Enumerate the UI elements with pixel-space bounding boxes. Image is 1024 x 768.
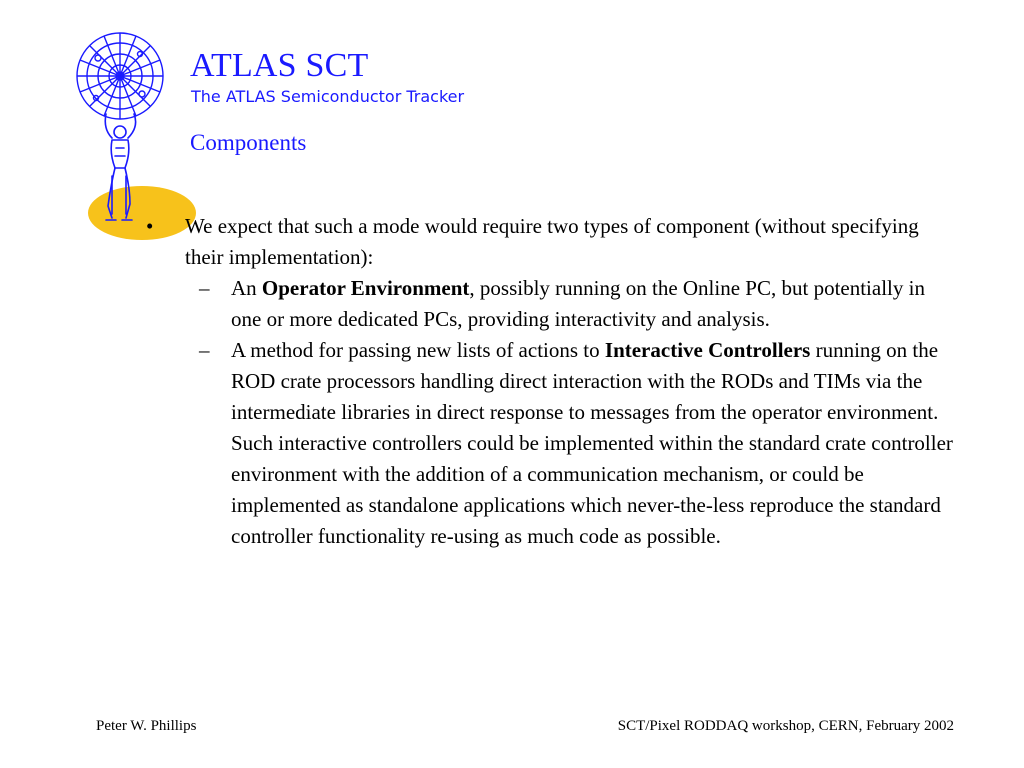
slide-subtitle: The ATLAS Semiconductor Tracker (191, 87, 465, 106)
dash-symbol: – (199, 338, 210, 362)
sub-item-bold-term: Interactive Controllers (604, 338, 811, 362)
bullet-item (140, 211, 960, 273)
footer-event: SCT/Pixel RODDAQ workshop, CERN, February 2002 (617, 718, 954, 734)
sub-item-operator-environment (140, 273, 960, 335)
sub-item-bold-term: Operator Environment (261, 276, 470, 300)
section-title: Components (190, 130, 307, 155)
sub-item-text-after: running on the ROD crate processors handling direct interaction with the RODs and TIMs via the intermediate libraries in direct response to messages from the operator environment. Such interactive controllers could be implemented within the standard crate controller environment with the addition of a communication mechanism, or could be implemented as standalone applications which never-the-less reproduce the standard controller functionality re-using as much code as possible. (231, 338, 953, 548)
sub-item-text-before: An (231, 276, 262, 300)
footer-author: Peter W. Phillips (96, 718, 197, 734)
bullet-text: We expect that such a mode would require two types of component (without specifying their implementation): (185, 214, 919, 269)
slide-body (140, 211, 960, 552)
slide-title: ATLAS SCT (190, 47, 369, 84)
logo-globe (77, 33, 163, 119)
dash-symbol: – (199, 276, 210, 300)
sub-item-text-after: , possibly running on the Online PC, but potentially in one or more dedicated PCs, providing interactivity and analysis. (231, 276, 925, 331)
sub-item-text-before: A method for passing new lists of actions to (231, 338, 605, 362)
sub-item-interactive-controllers (140, 335, 960, 552)
bullet-symbol: • (146, 214, 154, 238)
